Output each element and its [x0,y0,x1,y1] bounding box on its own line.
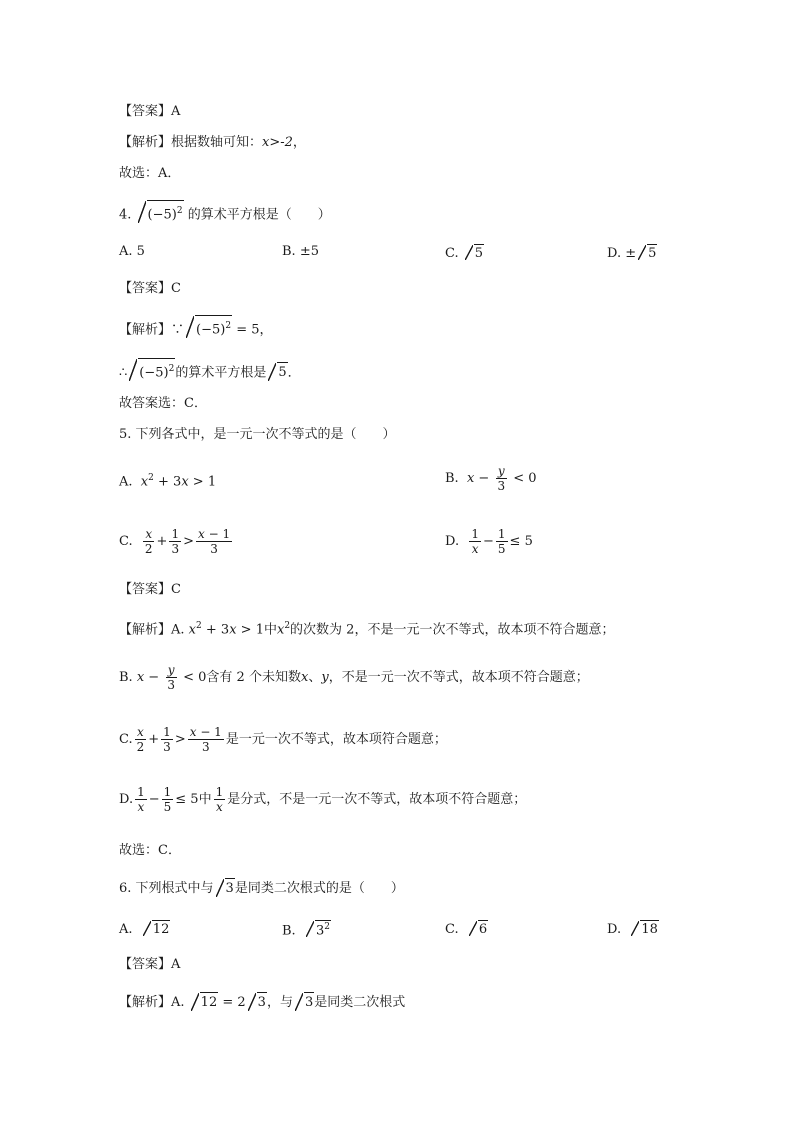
sqrt-expression: $(-5)^2$ [138,200,184,224]
q4-option-d [607,244,657,261]
sqrt-5: 5 [465,244,484,261]
q5-option-b: B. x − $\frac{y}{3}$ < 0 [445,464,537,493]
sqrt-3-squared: $3^2$ [306,920,331,938]
therefore-symbol: ∴ [119,365,128,381]
analysis-label: 【解析】 [119,995,172,1010]
therefore-text: 的算术平方根是 [175,365,267,381]
analysis-c-text: 是一元一次不等式，故本项符合题意； [225,732,447,747]
q6-stem [119,878,404,898]
equation-result: = 5， [236,322,273,338]
analysis-text: 根据数轴可知： [171,135,263,150]
analysis-end: ， [292,135,306,150]
answer-label: 【答案】 [119,957,172,972]
option-letter: A. [119,922,133,937]
q3-analysis [119,134,306,152]
q4-therefore [119,358,301,382]
sqrt-expression: $(-5)^2$ [186,315,232,339]
q5-answer [119,581,181,599]
q3-answer [119,103,180,121]
analysis-b-text: 含有 2 个未知数 [206,670,301,685]
q5-option-a: A. $x^2 + 3x > 1$ [119,473,217,490]
stem-head: 6. 下列根式中与 [119,881,214,896]
sqrt-3: 3 [216,878,235,898]
therefore-end: ． [287,365,301,381]
answer-value: A [171,104,181,119]
q5-analysis-a: 【解析】A. $x^2 + 3x > 1$中$x^2$的次数为 2，不是一元一次不等式，故本项不符合题意； [119,621,615,638]
analysis-label: 【解析】 [119,322,172,338]
q5-option-c: C. $\frac{x}{2}$ + $\frac{1}{3}$ > $\frac{x - 1}{3}$ [119,527,231,556]
option-letter: D. [445,534,460,549]
analysis-label: 【解析】 [119,622,172,638]
because-symbol: ∵ [171,322,185,338]
q4-answer [119,280,181,298]
q4-choose: 故答案选：C． [119,396,207,411]
option-letter: C. [119,534,133,549]
sqrt-5: 5 [268,362,287,382]
q5-stem: 5. 下列各式中，是一元一次不等式的是（ ） [119,427,396,442]
q6-answer [119,956,180,974]
analysis-a-text: 的次数为 2，不是一元一次不等式，故本项不符合题意； [290,622,615,638]
sqrt-expression: $(-5)^2$ [129,358,175,382]
q5-option-d: D. $\frac{1}{x}$ − $\frac{1}{5}$ ≤ 5 [445,527,533,556]
question-number: 4. [119,207,132,223]
q4-option-b: B. ±5 [282,244,319,259]
answer-label: 【答案】 [119,104,172,119]
q6-option-d [607,920,659,937]
q6-analysis: 【解析】A. 12 = 2 3，与 3是同类二次根式 [119,992,405,1012]
option-letter: B. [282,923,296,939]
answer-label: 【答案】 [119,582,172,597]
option-letter: D. [607,922,622,937]
q4-option-a: A. 5 [119,244,145,259]
q4-option-c [445,244,484,261]
answer-value: C [171,281,181,296]
analysis-d-text: 是分式，不是一元一次不等式，故本项不符合题意； [227,792,527,807]
q5-analysis-d: D. $\frac{1}{x}$ − $\frac{1}{5}$ ≤ 5中 $\frac{1}{x}$ 是分式，不是一元一次不等式，故本项不符合题意； [119,785,527,814]
sqrt-18: 18 [631,920,659,937]
answer-label: 【答案】 [119,281,172,296]
analysis-tail: 是同类二次根式 [314,995,406,1010]
sqrt-12: 12 [191,992,219,1012]
sqrt-6: 6 [469,920,488,937]
stem-tail: 是同类二次根式的是（ ） [234,881,404,896]
q3-choose: 故选：A． [119,166,181,181]
q6-option-c [445,920,488,937]
option-letter: B. [445,471,459,486]
sqrt-3: 3 [295,992,314,1012]
q6-option-a [119,920,170,937]
stem-text: 的算术平方根是（ ） [187,207,331,223]
sqrt-5: 5 [638,244,657,261]
option-letter: D. ± [607,246,637,261]
sqrt-12: 12 [143,920,171,937]
analysis-math: x>-2 [262,135,293,150]
option-letter: C. [445,922,459,937]
q5-analysis-b: B. x − $\frac{y}{3}$ < 0含有 2 个未知数x、y，不是一元一次不等式，故本项不符合题意； [119,663,589,692]
answer-value: A [171,957,181,972]
q4-stem [119,200,331,224]
option-letter: C. [445,246,459,261]
option-letter: A. [119,474,133,490]
analysis-text: ，与 [266,995,293,1010]
analysis-b-tail: ，不是一元一次不等式，故本项不符合题意； [328,670,589,685]
q5-choose: 故选：C． [119,843,181,858]
q5-analysis-c: C. $\frac{x}{2}$ + $\frac{1}{3}$ > $\frac{x - 1}{3}$ 是一元一次不等式，故本项符合题意； [119,725,447,754]
analysis-label: 【解析】 [119,135,172,150]
sqrt-3: 3 [248,992,267,1012]
answer-value: C [171,582,181,597]
q6-option-b [282,920,331,938]
q4-analysis [119,315,273,339]
